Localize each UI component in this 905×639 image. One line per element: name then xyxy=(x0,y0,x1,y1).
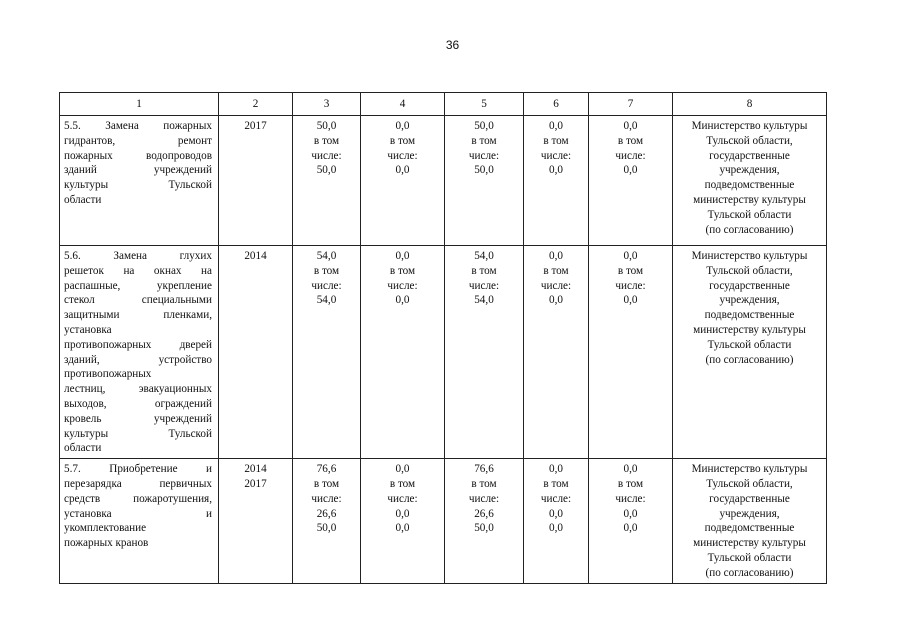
measure-name-line: решеток на окнах на xyxy=(64,264,212,277)
value-line: 0,0 xyxy=(395,164,410,177)
value-line: числе: xyxy=(615,149,646,162)
value-line: 54,0 xyxy=(316,250,337,262)
table-row xyxy=(60,246,827,459)
value-line: в том xyxy=(471,477,497,490)
table-row xyxy=(60,116,827,246)
value-line: 0,0 xyxy=(549,294,563,307)
measure-name-line: пожарных кранов xyxy=(64,537,149,550)
value-line: числе: xyxy=(387,279,418,292)
year-value: 2014 xyxy=(244,463,267,476)
value-line: 0,0 xyxy=(395,250,410,262)
value-line: 26,6 xyxy=(316,507,337,520)
value-line: 76,6 xyxy=(474,463,494,476)
measure-name-line: культуры Тульской xyxy=(64,427,212,440)
header-cell: 5 xyxy=(445,93,524,116)
year-cell xyxy=(219,116,293,246)
value-line: 0,0 xyxy=(623,164,638,177)
measure-name-line: зданий, устройство xyxy=(64,353,212,366)
measures-table xyxy=(59,92,827,584)
value-line: в том xyxy=(471,134,497,147)
executor-line: Тульской области xyxy=(707,338,792,351)
measure-name-line: лестниц, эвакуационных xyxy=(64,383,212,396)
value-line: 0,0 xyxy=(623,250,638,262)
value-line: 0,0 xyxy=(623,120,638,132)
value-line: числе: xyxy=(615,492,646,505)
header-cell: 7 xyxy=(589,93,673,116)
value-line: числе: xyxy=(540,149,572,162)
value-cell-col4 xyxy=(361,459,445,584)
executor-line: государственные xyxy=(709,279,790,292)
measure-name-cell xyxy=(60,459,219,584)
value-line: 26,6 xyxy=(474,507,494,520)
value-line: 50,0 xyxy=(474,164,494,177)
measure-name-line: области xyxy=(64,442,102,455)
measure-name-line: средств пожаротушения, xyxy=(64,492,212,505)
year-cell xyxy=(219,246,293,459)
year-value: 2014 xyxy=(244,250,267,262)
executor-line: подведомственные xyxy=(704,309,795,322)
header-cell: 8 xyxy=(673,93,827,116)
executor-line: министерству культуры xyxy=(693,193,806,206)
value-line: в том xyxy=(389,264,416,277)
value-line: в том xyxy=(543,264,569,277)
value-line: 0,0 xyxy=(549,250,563,262)
executor-line: Министерство культуры xyxy=(691,250,808,262)
measure-name-line: противопожарных xyxy=(64,368,152,381)
value-line: числе: xyxy=(468,492,500,505)
measure-name-line: кровель учреждений xyxy=(64,412,212,425)
value-line: числе: xyxy=(540,492,572,505)
table-row xyxy=(60,459,827,584)
measure-name-cell xyxy=(60,246,219,459)
executor-cell xyxy=(673,246,827,459)
executor-cell xyxy=(673,116,827,246)
executor-line: Тульской области xyxy=(707,208,792,221)
value-cell-col7 xyxy=(589,246,673,459)
value-line: в том xyxy=(543,134,569,147)
measure-name-line: установка и xyxy=(64,507,212,520)
executor-line: Тульской области xyxy=(707,551,792,564)
value-line: 0,0 xyxy=(395,507,410,520)
value-line: 54,0 xyxy=(474,294,494,307)
year-value: 2017 xyxy=(244,120,267,132)
measure-name-line: гидрантов, ремонт xyxy=(64,134,212,147)
value-line: 50,0 xyxy=(474,120,494,132)
value-line: в том xyxy=(471,264,497,277)
header-cell: 2 xyxy=(219,93,293,116)
value-line: в том xyxy=(389,477,416,490)
measure-name-line: противопожарных дверей xyxy=(64,338,212,351)
value-cell-col3 xyxy=(293,116,361,246)
executor-line: подведомственные xyxy=(704,522,795,535)
value-line: 0,0 xyxy=(623,463,638,476)
executor-line: министерству культуры xyxy=(693,323,806,336)
value-line: 50,0 xyxy=(316,522,337,535)
measure-name-line: защитными пленками, xyxy=(64,309,212,322)
value-line: в том xyxy=(543,477,569,490)
measure-name-line: установка xyxy=(64,323,112,336)
header-cell: 3 xyxy=(293,93,361,116)
executor-line: Министерство культуры xyxy=(691,120,808,132)
executor-line: (по согласованию) xyxy=(705,223,794,236)
value-cell-col7 xyxy=(589,116,673,246)
measure-name-line: 5.7. Приобретение и xyxy=(64,463,212,476)
value-line: в том xyxy=(313,477,340,490)
value-line: 54,0 xyxy=(474,250,494,262)
measure-name-line: выходов, ограждений xyxy=(64,397,212,410)
value-line: числе: xyxy=(387,492,418,505)
value-cell-col4 xyxy=(361,246,445,459)
value-line: числе: xyxy=(311,149,342,162)
executor-line: учреждения, xyxy=(719,294,780,307)
value-line: в том xyxy=(617,134,644,147)
executor-line: учреждения, xyxy=(719,164,780,177)
value-line: числе: xyxy=(387,149,418,162)
value-line: 0,0 xyxy=(623,522,638,535)
executor-line: государственные xyxy=(709,492,790,505)
value-cell-col4 xyxy=(361,116,445,246)
executor-line: учреждения, xyxy=(719,507,780,520)
value-line: в том xyxy=(313,134,340,147)
measure-name-cell xyxy=(60,116,219,246)
value-cell-col5 xyxy=(445,246,524,459)
value-line: 0,0 xyxy=(549,463,563,476)
year-cell xyxy=(219,459,293,584)
page-number: 36 xyxy=(445,38,460,52)
value-line: 0,0 xyxy=(549,507,563,520)
executor-line: подведомственные xyxy=(704,179,795,192)
measure-name-line: 5.6. Замена глухих xyxy=(64,250,212,262)
executor-line: государственные xyxy=(709,149,790,162)
value-cell-col6 xyxy=(524,246,589,459)
measure-name-line: культуры Тульской xyxy=(64,179,212,192)
value-line: в том xyxy=(389,134,416,147)
value-line: в том xyxy=(313,264,340,277)
value-cell-col7 xyxy=(589,459,673,584)
header-cell: 1 xyxy=(60,93,219,116)
value-line: 76,6 xyxy=(316,463,337,476)
value-line: 0,0 xyxy=(395,294,410,307)
value-line: числе: xyxy=(468,149,500,162)
measure-name-line: зданий учреждений xyxy=(64,164,212,177)
executor-line: Тульской области, xyxy=(706,477,793,490)
measure-name-line: пожарных водопроводов xyxy=(64,149,212,162)
value-line: числе: xyxy=(615,279,646,292)
value-cell-col5 xyxy=(445,459,524,584)
value-line: 0,0 xyxy=(549,164,563,177)
value-line: числе: xyxy=(311,279,342,292)
executor-line: (по согласованию) xyxy=(705,566,794,579)
value-line: 0,0 xyxy=(549,120,563,132)
value-line: в том xyxy=(617,477,644,490)
value-cell-col6 xyxy=(524,116,589,246)
executor-line: Тульской области, xyxy=(706,134,793,147)
value-line: 0,0 xyxy=(395,463,410,476)
value-line: 0,0 xyxy=(395,522,410,535)
executor-line: Тульской области, xyxy=(706,264,793,277)
value-cell-col6 xyxy=(524,459,589,584)
value-cell-col5 xyxy=(445,116,524,246)
measure-name-line: области xyxy=(64,193,102,206)
year-value: 2017 xyxy=(244,477,267,490)
executor-cell xyxy=(673,459,827,584)
executor-line: Министерство культуры xyxy=(691,463,808,476)
executor-line: министерству культуры xyxy=(693,537,806,550)
value-line: в том xyxy=(617,264,644,277)
value-cell-col3 xyxy=(293,246,361,459)
value-line: 0,0 xyxy=(549,522,563,535)
value-line: 50,0 xyxy=(316,164,337,177)
value-line: 0,0 xyxy=(623,294,638,307)
measure-name-line: 5.5. Замена пожарных xyxy=(64,120,212,132)
value-cell-col3 xyxy=(293,459,361,584)
executor-line: (по согласованию) xyxy=(705,353,794,366)
value-line: числе: xyxy=(311,492,342,505)
measure-name-line: перезарядка первичных xyxy=(64,477,212,490)
value-line: 50,0 xyxy=(316,120,337,132)
value-line: 50,0 xyxy=(474,522,494,535)
value-line: 54,0 xyxy=(316,294,337,307)
value-line: числе: xyxy=(468,279,500,292)
value-line: 0,0 xyxy=(623,507,638,520)
measure-name-line: укомплектование xyxy=(64,522,147,535)
header-row xyxy=(60,93,827,116)
header-cell: 4 xyxy=(361,93,445,116)
header-cell: 6 xyxy=(524,93,589,116)
value-line: числе: xyxy=(540,279,572,292)
measure-name-line: распашные, укрепление xyxy=(64,279,212,292)
measure-name-line: стекол специальными xyxy=(64,294,212,307)
value-line: 0,0 xyxy=(395,120,410,132)
